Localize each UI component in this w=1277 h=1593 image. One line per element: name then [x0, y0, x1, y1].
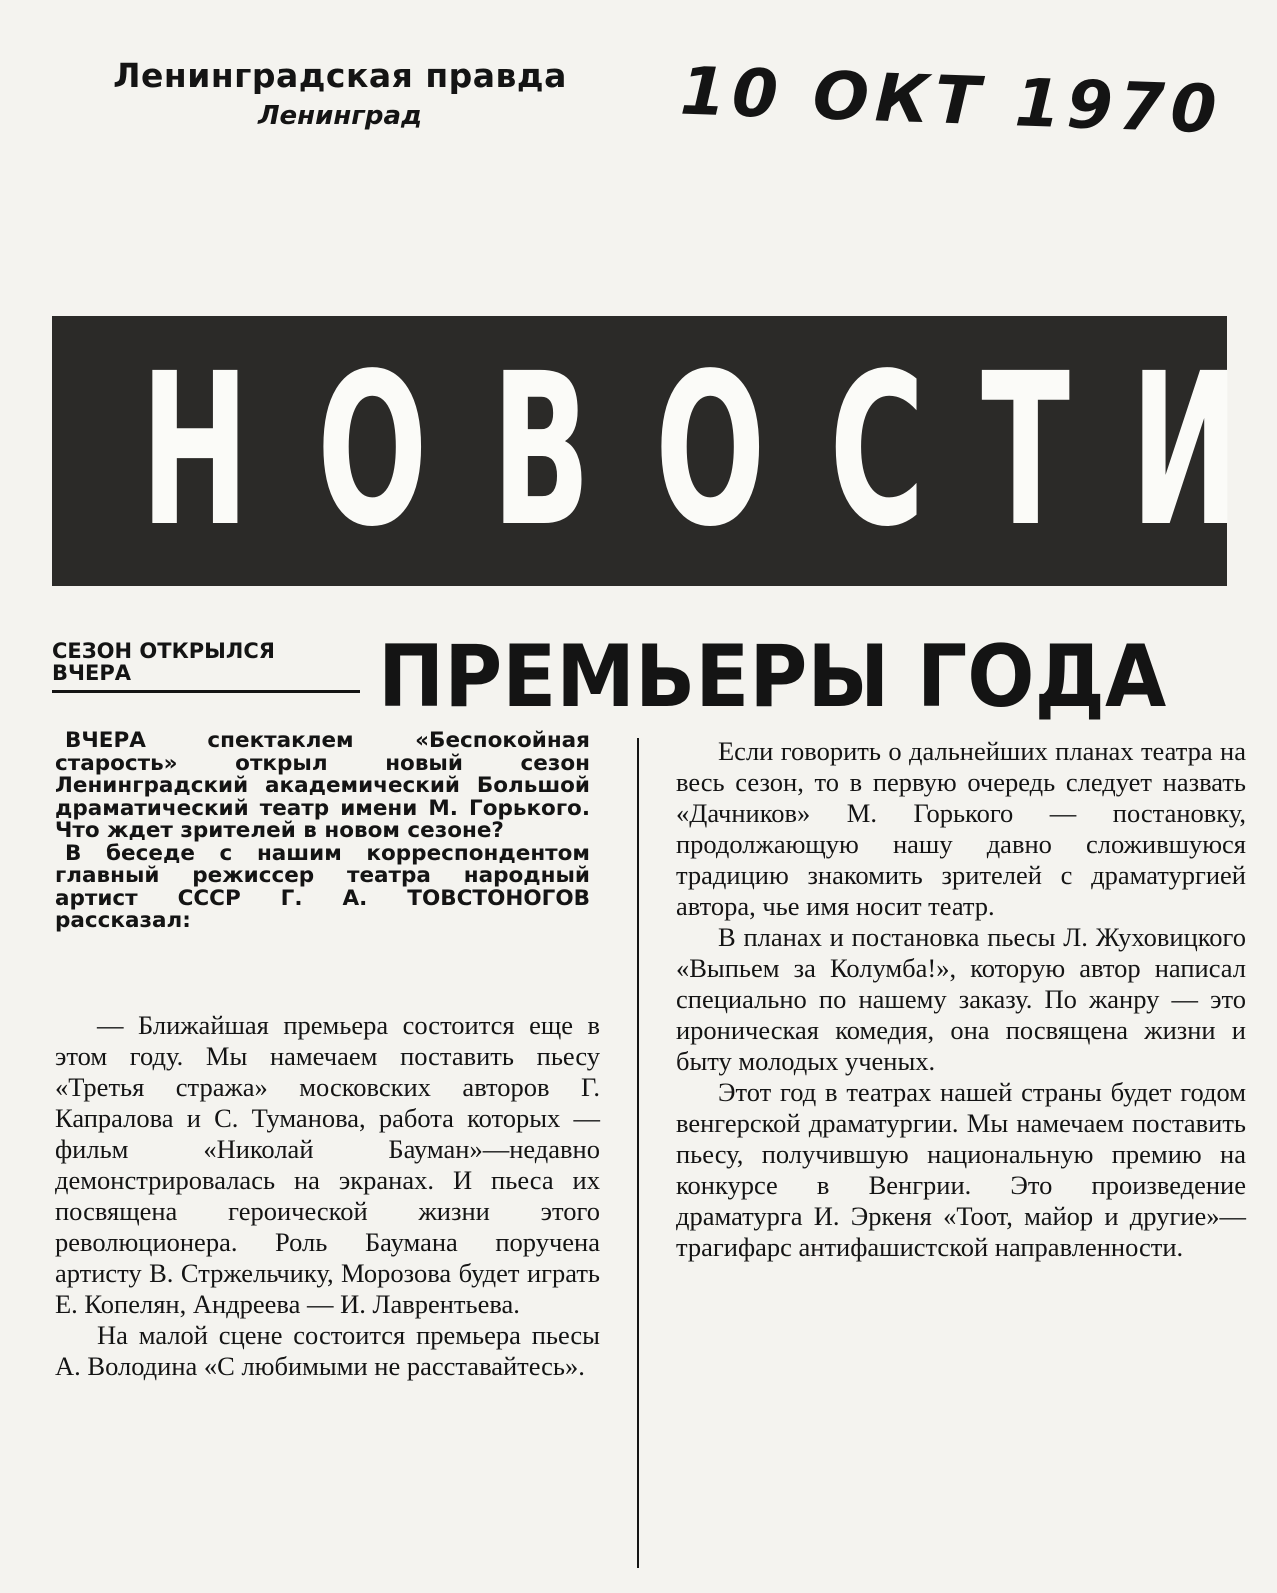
body-paragraph: Этот год в театрах нашей страны будет годом венгерской драматургии. Мы намечаем поставить пьесу, получившую национальную премию на конкурсе в Венгрии. Это произведение драматурга И. Эркеня «Тоот, майор и другие»—трагифарс антифашистской направленности. [676, 1077, 1246, 1262]
body-paragraph: На малой сцене состоится премьера пьесы А. Володина «С любимыми не расставайтесь». [55, 1320, 600, 1381]
article-column-right [676, 736, 1246, 1263]
banner-letter: О [655, 328, 766, 573]
banner-letter: С [829, 328, 925, 573]
article-headline: ПРЕМЬЕРЫ ГОДА [378, 627, 1167, 727]
article-lead [55, 730, 590, 933]
banner-letter: И [1130, 328, 1240, 573]
newspaper-source-stamp [100, 56, 580, 131]
lead-paragraph: ВЧЕРА спектаклем «Беспокойная старость» открыл новый сезон Ленинградский академический Большой драматический театр имени М. Горького. Что ждет зрителей в новом сезоне? [55, 728, 590, 843]
news-banner [52, 316, 1240, 586]
banner-letter: О [316, 328, 428, 573]
banner-letter: Н [140, 328, 250, 573]
banner-letter: Т [981, 328, 1071, 573]
article-kicker: СЕЗОН ОТКРЫЛСЯ ВЧЕРА [52, 640, 360, 693]
article-column-left [55, 1010, 600, 1382]
column-divider [637, 738, 639, 1568]
banner-letter: В [491, 328, 591, 573]
body-paragraph: В планах и постановка пьесы Л. Жуховицкого «Выпьем за Колумба!», которую автор написал специально по нашему заказу. По жанру — это ироническая комедия, она посвящена жизни и быту молодых ученых. [676, 922, 1246, 1076]
body-paragraph: — Ближайшая премьера состоится еще в этом году. Мы намечаем поставить пьесу «Третья стража» московских авторов Г. Капралова и С. Туманова, работа которых — фильм «Николай Бауман»—недавно демонстрировалась на экранах. И пьеса их посвящена героической жизни этого революционера. Роль Баумана поручена артисту В. Стржельчику, Морозова будет играть Е. Копелян, Андреева — И. Лаврентьева. [55, 1010, 600, 1319]
date-stamp: 10 ОКТ 1970 [678, 52, 1224, 149]
lead-paragraph: В беседе с нашим корреспондентом главный режиссер театра народный артист СССР Г. А. ТОВСТОНОГОВ рассказал: [55, 840, 590, 933]
newspaper-name: Ленинградская правда [113, 56, 567, 95]
newspaper-city: Ленинград [257, 101, 423, 131]
body-paragraph: Если говорить о дальнейших планах театра на весь сезон, то в первую очередь следует назвать «Дачников» М. Горького — постановку, продолжающую нашу давно сложившуюся традицию знакомить зрителей с драматургией автора, чье имя носит театр. [676, 736, 1246, 921]
